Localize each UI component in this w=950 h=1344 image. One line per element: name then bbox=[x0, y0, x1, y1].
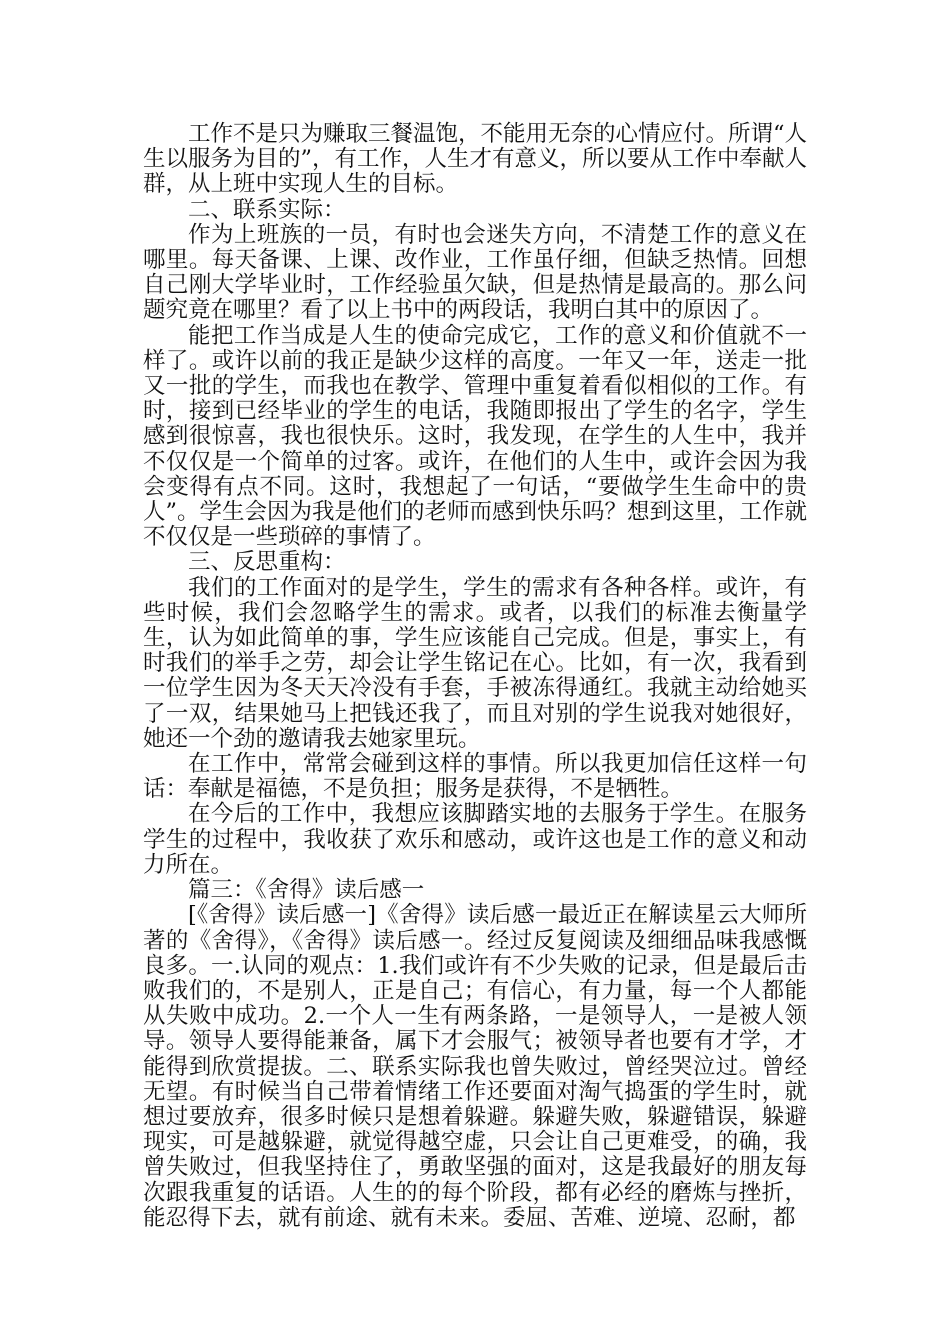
paragraph-student-needs: 我们的工作面对的是学生，学生的需求有各种各样。或许，有些时候，我们会忽略学生的需求。或者，以我们的标准去衡量学生，认为如此简单的事，学生应该能自己完成。但是，事实上，有时我们的举手之劳，却会让学生铭记在心。比如，有一次，我看到一位学生因为冬天天冷没有手套，手被冻得通红。我就主动给她买了一双，结果她马上把钱还我了，而且对别的学生说我对她很好，她还一个劲的邀请我去她家里玩。 bbox=[143, 574, 807, 752]
section-heading-practice: 二、联系实际： bbox=[188, 196, 346, 223]
section-heading-reflection: 三、反思重构： bbox=[188, 549, 346, 576]
paragraph-shede-review: [《舍得》读后感一]《舍得》读后感一最近正在解读星云大师所著的《舍得》，《舍得》读后感一。经过反复阅读及细细品味我感慨良多。一.认同的观点：1.我们或许有不少失败的记录，但是最后击败我们的，不是别人，正是自己；有信心，有力量，每一个人都能从失败中成功。2.一个人一生有两条路，一是领导人，一是被人领导。领导人要得能兼备，属下才会服气；被领导者也要有才学，才能得到欣赏提拔。二、联系实际我也曾失败过，曾经哭泣过。曾经无望。有时候当自己带着情绪工作还要面对淘气捣蛋的学生时，就想过要放弃，很多时候只是想着躲避。躲避失败，躲避错误，躲避现实，可是越躲避，就觉得越空虚，只会让自己更难受，的确，我曾失败过，但我坚持住了，勇敢坚强的面对，这是我最好的朋友每次跟我重复的话语。人生的的每个阶段，都有必经的磨炼与挫折，能忍得下去，就有前途、就有未来。委屈、苦难、逆境、忍耐，都 bbox=[143, 902, 807, 1231]
section-heading-part-three: 篇三：《舍得》读后感一 bbox=[188, 877, 425, 904]
paragraph-lost-direction: 作为上班族的一员，有时也会迷失方向，不清楚工作的意义在哪里。每天备课、上课、改作业，工作虽仔细，但缺乏热情。回想自己刚大学毕业时，工作经验虽欠缺，但是热情是最高的。那么问题究竟在哪里？看了以上书中的两段话，我明白其中的原因了。 bbox=[143, 221, 807, 324]
paragraph-future-work: 在今后的工作中，我想应该脚踏实地的去服务于学生。在服务学生的过程中，我收获了欢乐和感动，或许这也是工作的意义和动力所在。 bbox=[143, 801, 807, 878]
paragraph-mission: 能把工作当成是人生的使命完成它，工作的意义和价值就不一样了。或许以前的我正是缺少这样的高度。一年又一年，送走一批又一批的学生，而我也在教学、管理中重复着看似相似的工作。有时，接到已经毕业的学生的电话，我随即报出了学生的名字，学生感到很惊喜，我也很快乐。这时，我发现，在学生的人生中，我并不仅仅是一个简单的过客。或许，在他们的人生中，或许会因为我会变得有点不同。这时，我想起了一句话，“要做学生生命中的贵人”。学生会因为我是他们的老师而感到快乐吗？想到这里，工作就不仅仅是一些琐碎的事情了。 bbox=[143, 322, 808, 551]
paragraph-dedication: 在工作中，常常会碰到这样的事情。所以我更加信任这样一句话：奉献是福德，不是负担；服务是获得，不是牺牲。 bbox=[143, 751, 807, 803]
paragraph-work-purpose: 工作不是只为赚取三餐温饱，不能用无奈的心情应付。所谓“人生以服务为目的”，有工作，人生才有意义，所以要从工作中奉献人群，从上班中实现人生的目标。 bbox=[143, 121, 808, 198]
document-body bbox=[143, 122, 807, 1231]
